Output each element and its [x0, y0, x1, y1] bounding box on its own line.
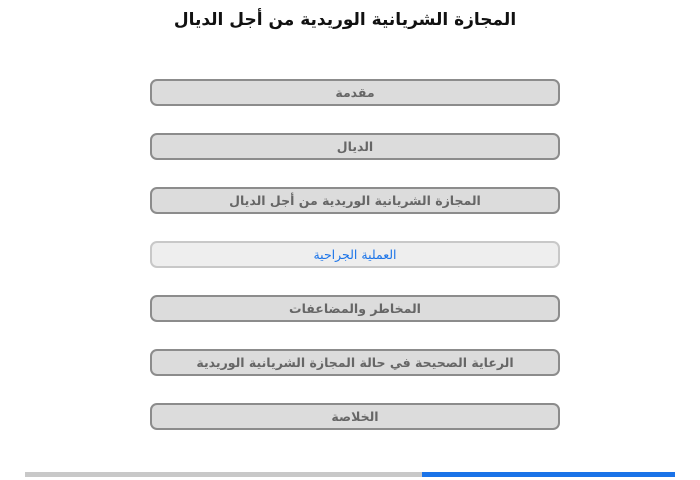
progress-bar-fill: [422, 472, 676, 477]
menu-item-proper-care[interactable]: الرعاية الصحيحة في حالة المجازة الشريانية الوريدية: [150, 349, 560, 376]
menu-item-av-fistula[interactable]: المجازة الشريانية الوريدية من أجل الديال: [150, 187, 560, 214]
page-title: المجازة الشريانية الوريدية من أجل الديال: [173, 10, 517, 30]
menu-item-risks[interactable]: المخاطر والمضاعفات: [150, 295, 560, 322]
menu-item-surgery[interactable]: العملية الجراحية: [150, 241, 560, 268]
menu-item-summary[interactable]: الخلاصة: [150, 403, 560, 430]
menu-item-dialysis[interactable]: الديال: [150, 133, 560, 160]
progress-bar: [25, 472, 675, 477]
chapter-menu: [150, 79, 560, 457]
menu-item-introduction[interactable]: مقدمة: [150, 79, 560, 106]
